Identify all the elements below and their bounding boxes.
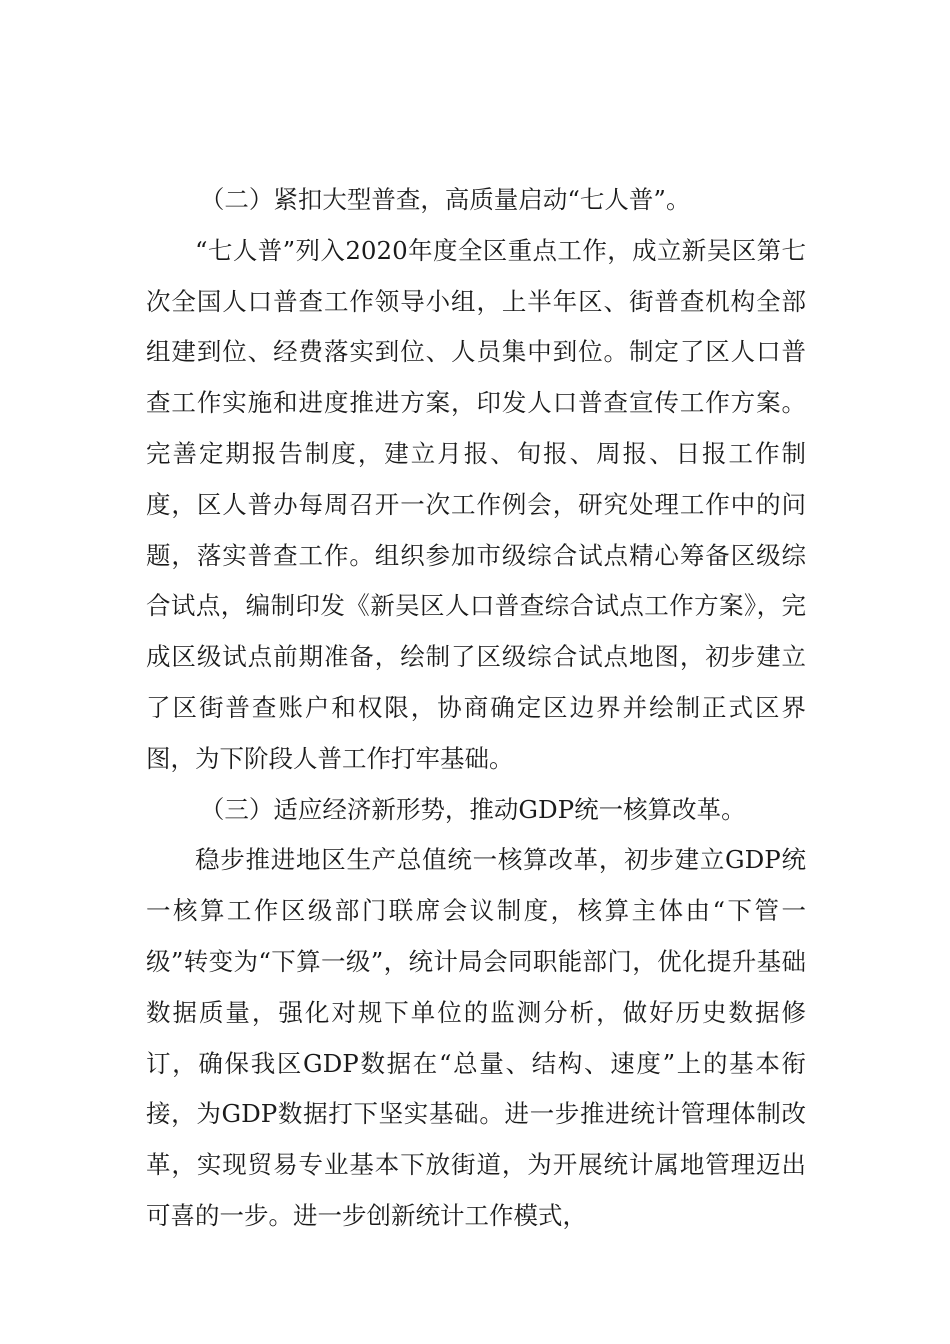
section-heading-2: （二）紧扣大型普查，高质量启动“七人普”。 [199, 185, 691, 214]
section-paragraph-3: 稳步推进地区生产总值统一核算改革，初步建立GDP统一核算工作区级部门联席会议制度，核算主体由“下管一级”转变为“下算一级”，统计局会同职能部门，优化提升基础数据质量，强化对规下单位的监测分析，做好历史数据修订，确保我区GDP数据在“总量、结构、速度”上的基本衔接，为GDP数据打下坚实基础。进一步推进统计管理体制改革，实现贸易专业基本下放街道，为开展统计属地管理迈出可喜的一步。进一步创新统计工作模式， [146, 845, 806, 1230]
section-heading-3: （三）适应经济新形势，推动GDP统一核算改革。 [199, 794, 746, 824]
section-paragraph-2: “七人普”列入2020年度全区重点工作，成立新吴区第七次全国人口普查工作领导小组，上半年区、街普查机构全部组建到位、经费落实到位、人员集中到位。制定了区人口普查工作实施和进度推进方案，印发人口普查宣传工作方案。完善定期报告制度，建立月报、旬报、周报、日报工作制度，区人普办每周召开一次工作例会，研究处理工作中的问题，落实普查工作。组织参加市级综合试点精心筹备区级综合试点，编制印发《新吴区人口普查综合试点工作方案》，完成区级试点前期准备，绘制了区级综合试点地图，初步建立了区街普查账户和权限，协商确定区边界并绘制正式区界图，为下阶段人普工作打牢基础。 [146, 235, 806, 773]
document-body [146, 175, 806, 1242]
